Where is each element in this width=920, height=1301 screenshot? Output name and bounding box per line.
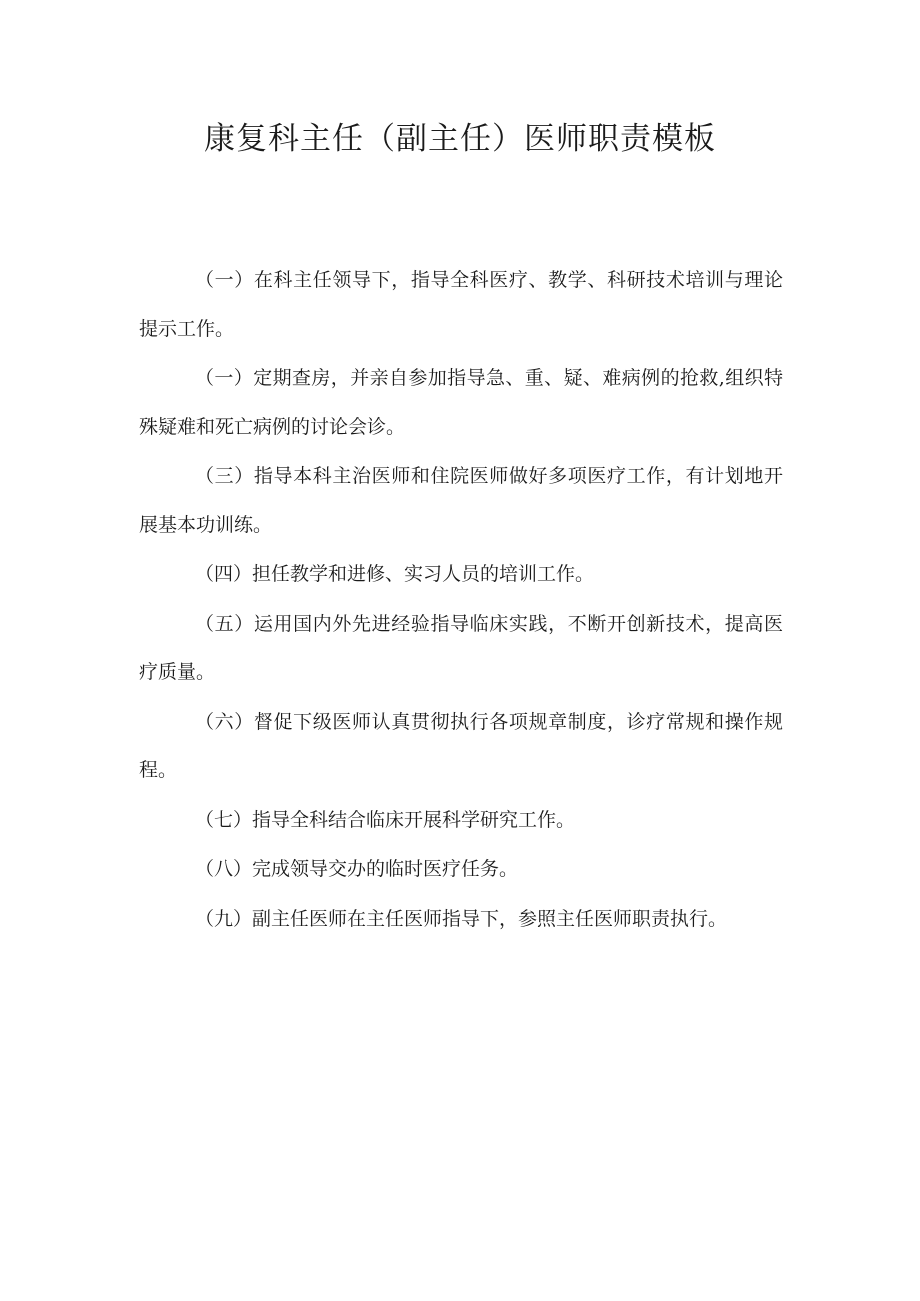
duty-item-3: （三）指导本科主治医师和住院医师做好多项医疗工作，有计划地开展基本功训练。 xyxy=(139,465,783,536)
duty-item-8: （八）完成领导交办的临时医疗任务。 xyxy=(195,858,519,880)
duty-item-7: （七）指导全科结合临床开展科学研究工作。 xyxy=(195,808,576,831)
duty-item-5: （五）运用国内外先进经验指导临床实践，不断开创新技术，提高医疗质量。 xyxy=(139,612,783,683)
document-title: 康复科主任（副主任）医师职责模板 xyxy=(204,121,716,157)
duty-item-1: （一）在科主任领导下，指导全科医疗、教学、科研技术培训与理论提示工作。 xyxy=(139,269,783,340)
duty-item-6: （六）督促下级医师认真贯彻执行各项规章制度，诊疗常规和操作规程。 xyxy=(139,710,783,781)
duty-item-4: （四）担任教学和进修、实习人员的培训工作。 xyxy=(195,563,595,585)
duty-item-9: （九）副主任医师在主任医师指导下，参照主任医师职责执行。 xyxy=(195,907,728,930)
document-body xyxy=(139,256,783,944)
duty-item-2: （一）定期查房，并亲自参加指导急、重、疑、难病例的抢救,组织特殊疑难和死亡病例的讨论会诊。 xyxy=(139,367,783,438)
